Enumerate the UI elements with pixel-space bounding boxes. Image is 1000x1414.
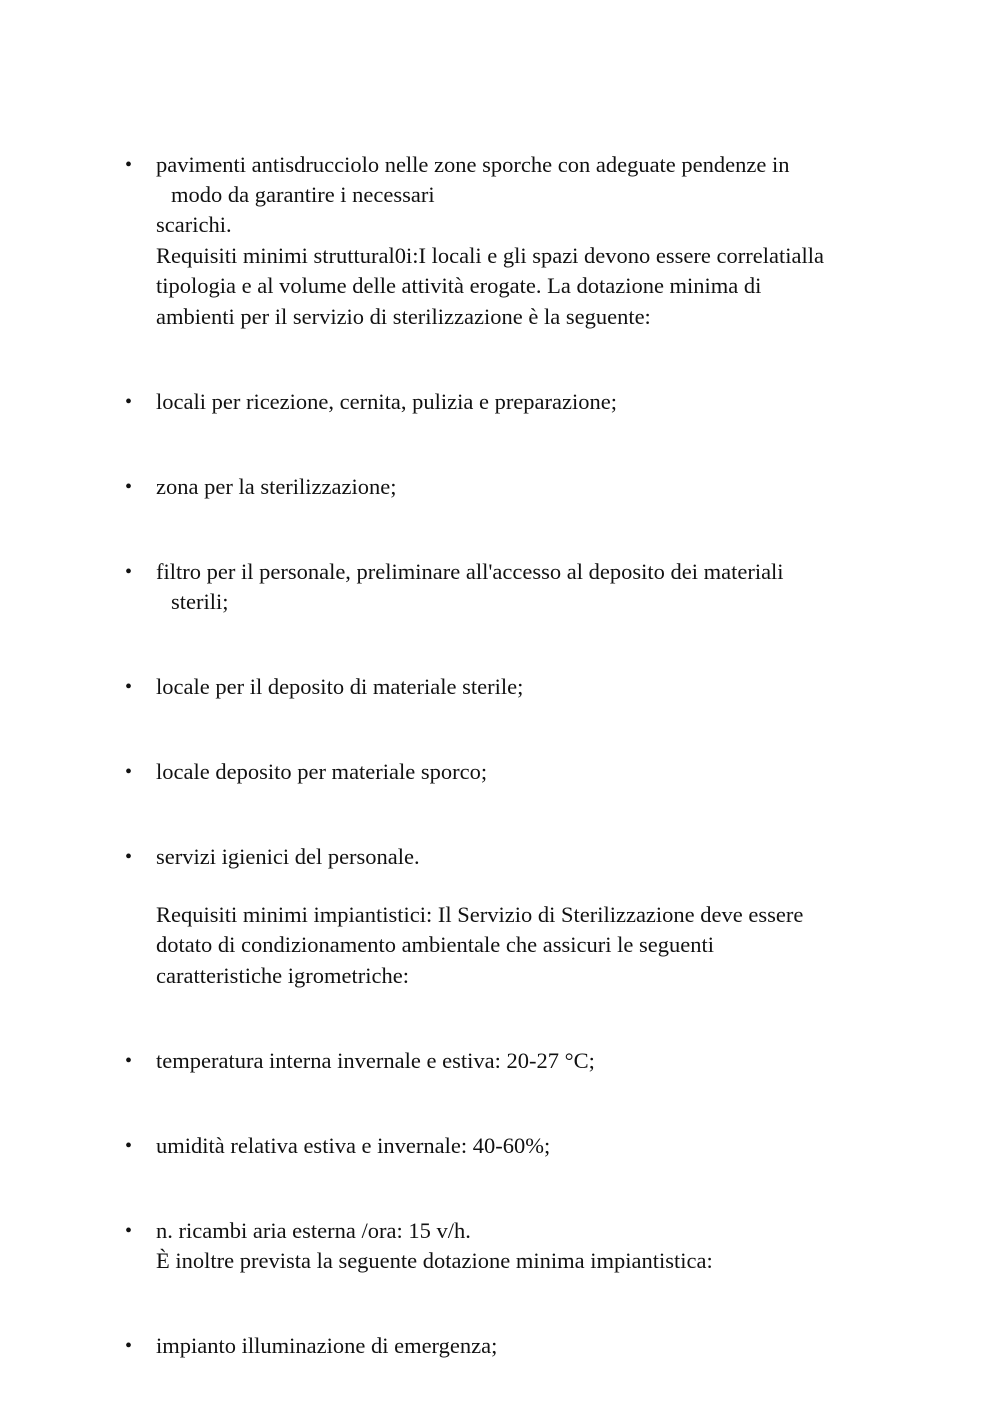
list-item-dirty-storage: locale deposito per materiale sporco;: [156, 759, 488, 784]
paragraph-plant-line2: dotato di condizionamento ambientale che assicuri le seguenti: [156, 932, 714, 957]
list-item-floors-line2: modo da garantire i necessari: [171, 182, 435, 207]
bullet-marker: •: [125, 1050, 133, 1072]
paragraph-plant-line1: Requisiti minimi impiantistici: Il Servizio di Sterilizzazione deve essere: [156, 902, 804, 927]
paragraph-structural-line2: Requisiti minimi struttural0i:I locali e gli spazi devono essere correlatialla: [156, 243, 824, 268]
paragraph-structural-line3: tipologia e al volume delle attività erogate. La dotazione minima di: [156, 273, 762, 298]
list-item-temperature: temperatura interna invernale e estiva: 20-27 °C;: [156, 1048, 595, 1073]
list-item-humidity: umidità relativa estiva e invernale: 40-60%;: [156, 1133, 551, 1158]
list-item-staff-filter-line2: sterili;: [171, 589, 229, 614]
list-item-staff-filter-line1: filtro per il personale, preliminare all'accesso al deposito dei materiali: [156, 559, 784, 584]
bullet-marker: •: [125, 476, 133, 498]
bullet-marker: •: [125, 1220, 133, 1242]
bullet-marker: •: [125, 846, 133, 868]
bullet-marker: •: [125, 154, 133, 176]
list-item-emergency-lighting: impianto illuminazione di emergenza;: [156, 1333, 498, 1358]
bullet-marker: •: [125, 1335, 133, 1357]
list-item-sterile-storage: locale per il deposito di materiale sterile;: [156, 674, 524, 699]
paragraph-plant-line3: caratteristiche igrometriche:: [156, 963, 409, 988]
list-item-floors-line1: pavimenti antisdrucciolo nelle zone sporche con adeguate pendenze in: [156, 152, 790, 177]
bullet-marker: •: [125, 561, 133, 583]
bullet-marker: •: [125, 676, 133, 698]
paragraph-plant-equipment-intro: È inoltre prevista la seguente dotazione minima impiantistica:: [156, 1248, 713, 1273]
bullet-marker: •: [125, 391, 133, 413]
paragraph-structural-line4: ambienti per il servizio di sterilizzazione è la seguente:: [156, 304, 651, 329]
list-item-air-changes: n. ricambi aria esterna /ora: 15 v/h.: [156, 1218, 471, 1243]
list-item-staff-restrooms: servizi igienici del personale.: [156, 844, 420, 869]
list-item-sterilization-zone: zona per la sterilizzazione;: [156, 474, 397, 499]
paragraph-structural-line1: scarichi.: [156, 212, 232, 237]
bullet-marker: •: [125, 1135, 133, 1157]
list-item-reception-rooms: locali per ricezione, cernita, pulizia e preparazione;: [156, 389, 617, 414]
bullet-marker: •: [125, 761, 133, 783]
